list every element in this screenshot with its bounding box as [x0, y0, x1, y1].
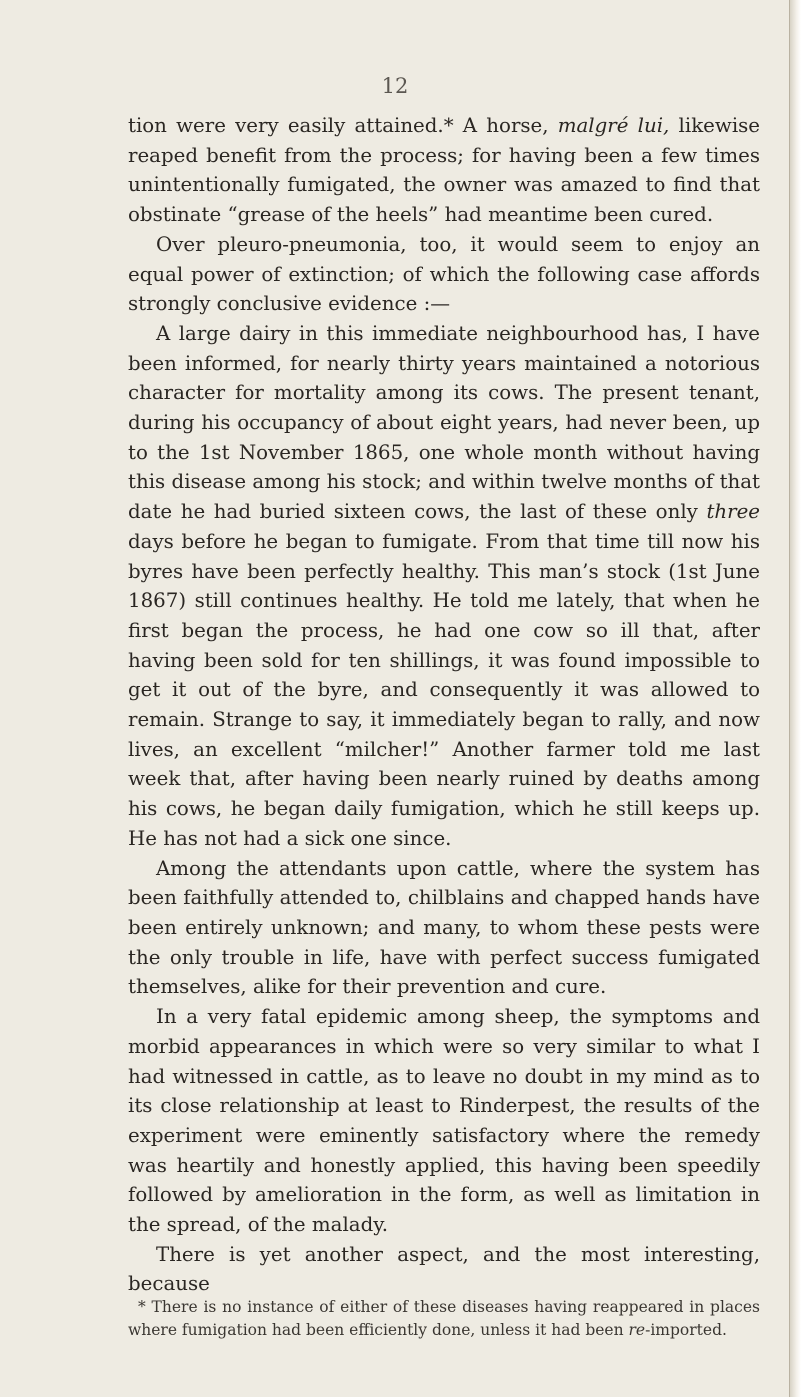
- paragraph-1-italic: malgré lui,: [557, 114, 670, 137]
- footnote-mark: *: [138, 1298, 146, 1316]
- paragraph-3-text-a: A large dairy in this immediate neighbourhood has, I have been informed, for nearly thirty years maintained a notorious character for mortality among its cows. The present tenant, during his occupancy of about eight years, had never been, up to the 1st November 1865, one whole month without having this disease among his stock; and within twelve months of that date he had buried sixteen cows, the last of these only: [128, 321, 760, 524]
- page-edge: [789, 0, 801, 1397]
- paragraph-5: In a very fatal epidemic among sheep, the symptoms and morbid appearances in which were so very similar to what I had witnessed in cattle, as to leave no doubt in my mind as to its close relationship at least to Rinderpest, the results of the experiment were eminently satisfactory where the remedy was heartily and honestly applied, this having been speedily followed by amelioration in the form, as well as limitation in the spread, of the malady.: [128, 1005, 760, 1237]
- paragraph-1-text-b: likewise reaped benefit from the process; for having been a few times unintentionally fumigated, the owner was amazed to find that obstinate “grease of the heels” had meantime been cured.: [128, 114, 761, 227]
- paragraph-4: Among the attendants upon cattle, where the system has been faithfully attended to, chilblains and chapped hands have been entirely unknown; and many, to whom these pests were the only trouble in life, have with perfect success fumigated themselves, alike for their prevention and cure.: [128, 856, 760, 999]
- paragraph-1: [128, 111, 760, 230]
- paragraph-3: [128, 319, 760, 854]
- footnote: [128, 1296, 760, 1342]
- paragraph-3-text-b: days before he began to fumigate. From that time till now his byres have been perfectly healthy. This man’s stock (1st June 1867) still continues healthy. He told me lately, that when he first began the process, he had one cow so ill that, after having been sold for ten shillings, it was found impossible to get it out of the byre, and consequently it was allowed to remain. Strange to say, it immediately began to rally, and now lives, an excellent “milcher!” Another farmer told me last week that, after having been nearly ruined by deaths among his cows, he began daily fumigation, which he still keeps up. He has not had a sick one since.: [128, 529, 760, 850]
- paragraph-6: There is yet another aspect, and the most interesting, because: [128, 1242, 760, 1296]
- page-number: 12: [381, 74, 409, 98]
- footnote-text-a: There is no instance of either of these diseases having reappeared in places where fumigation had been efficiently done, unless it had been: [128, 1298, 760, 1339]
- footnote-text-b: -imported.: [645, 1321, 727, 1339]
- footnote-italic: re: [628, 1321, 646, 1339]
- paragraph-1-text-a: tion were very easily attained.* A horse,: [128, 114, 558, 137]
- paragraph-3-italic: three: [706, 500, 760, 524]
- body-text: [128, 111, 760, 1299]
- paragraph-2: Over pleuro-pneumonia, too, it would seem to enjoy an equal power of extinction; of which the following case affords strongly conclusive evidence :—: [128, 232, 760, 316]
